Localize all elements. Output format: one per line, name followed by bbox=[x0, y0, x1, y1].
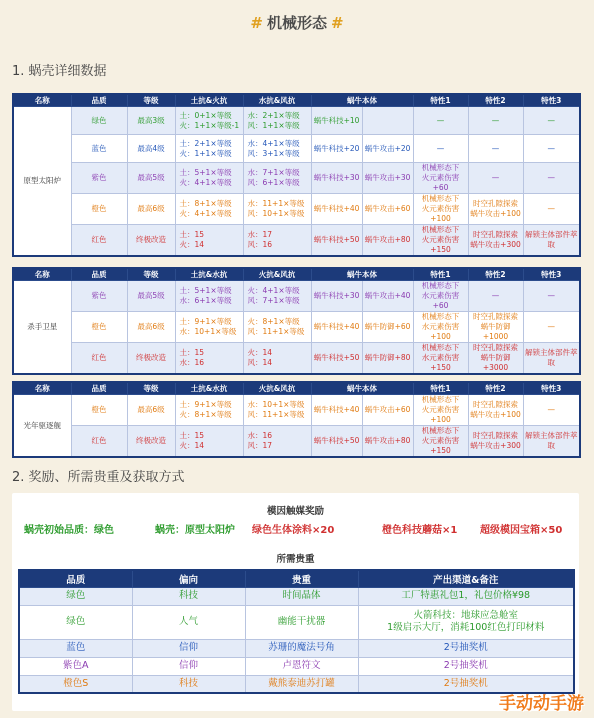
cell-bias: 信仰 bbox=[132, 657, 245, 675]
cell-quality: 绿色 bbox=[71, 107, 127, 135]
cell-res2: 水：16 风：17 bbox=[243, 426, 311, 458]
col-level: 等级 bbox=[127, 382, 175, 395]
col-item: 贵重 bbox=[245, 570, 358, 587]
table-row bbox=[19, 675, 574, 693]
cell-body-stat: 蜗牛攻击+60 bbox=[362, 194, 413, 225]
col-trait3: 特性3 bbox=[523, 94, 580, 107]
cell-trait1: 机械形态下 水元素伤害+100 bbox=[413, 312, 468, 343]
cell-res2: 水：17 风：16 bbox=[243, 225, 311, 257]
cell-quality: 红色 bbox=[71, 225, 127, 257]
cell-trait3: 解锁主体部件萃取 bbox=[523, 426, 580, 458]
cell-trait1: 机械形态下 火元素伤害+150 bbox=[413, 426, 468, 458]
shell-name: 光年驱逐舰 bbox=[13, 395, 71, 458]
cell-trait2: — bbox=[468, 281, 523, 312]
cell-res1: 土：9+1×等级 水：10+1×等级 bbox=[175, 312, 243, 343]
col-trait2: 特性2 bbox=[468, 94, 523, 107]
table-header-row bbox=[13, 94, 580, 107]
cell-trait1: 机械形态下 火元素伤害+100 bbox=[413, 395, 468, 426]
rewards-panel bbox=[12, 493, 579, 711]
col-trait1: 特性1 bbox=[413, 94, 468, 107]
table-row bbox=[19, 639, 574, 657]
cell-res2: 火：8+1×等级 风：11+1×等级 bbox=[243, 312, 311, 343]
col-name: 名称 bbox=[13, 268, 71, 281]
cell-trait3: 解锁主体部件萃取 bbox=[523, 225, 580, 257]
shell-name: 杀手卫星 bbox=[13, 281, 71, 375]
cell-res2: 火：4+1×等级 风：7+1×等级 bbox=[243, 281, 311, 312]
cell-level: 最高6级 bbox=[127, 194, 175, 225]
cell-trait2: 时空孔隙探索 蜗牛防御+1000 bbox=[468, 312, 523, 343]
col-level: 等级 bbox=[127, 94, 175, 107]
reward-item: 橙色科技蘑菇×1 bbox=[382, 525, 458, 536]
cell-body-stat: 蜗牛攻击+20 bbox=[362, 135, 413, 163]
cell-quality: 紫色 bbox=[71, 281, 127, 312]
cell-trait3: — bbox=[523, 194, 580, 225]
cell-body-tech: 蜗牛科技+30 bbox=[311, 281, 362, 312]
cell-res2: 水：10+1×等级 风：11+1×等级 bbox=[243, 395, 311, 426]
cell-trait3: — bbox=[523, 312, 580, 343]
cell-bias: 信仰 bbox=[132, 639, 245, 657]
cell-body-tech: 蜗牛科技+40 bbox=[311, 395, 362, 426]
table-row bbox=[13, 281, 580, 312]
cost-subtitle: 所需贵重 bbox=[276, 554, 315, 565]
cell-quality: 蓝色 bbox=[71, 135, 127, 163]
cell-res1: 土：15 火：14 bbox=[175, 225, 243, 257]
cell-trait1: — bbox=[413, 107, 468, 135]
cell-res2: 水：11+1×等级 风：10+1×等级 bbox=[243, 194, 311, 225]
cell-source: 2号抽奖机 bbox=[358, 657, 574, 675]
table-row bbox=[13, 225, 580, 257]
table-header-row bbox=[13, 382, 580, 395]
col-bias: 偏向 bbox=[132, 570, 245, 587]
source-text: 工厂特惠礼包1，礼包价格¥98 bbox=[401, 590, 531, 601]
cell-quality: 橙色 bbox=[71, 312, 127, 343]
cell-quality: 绿色 bbox=[19, 587, 132, 605]
cell-bias: 人气 bbox=[132, 605, 245, 639]
cell-level: 最高5级 bbox=[127, 281, 175, 312]
cell-trait3: — bbox=[523, 107, 580, 135]
cell-quality: 橙色 bbox=[71, 395, 127, 426]
col-quality: 品质 bbox=[71, 94, 127, 107]
cell-res2: 火：14 风：14 bbox=[243, 343, 311, 375]
col-res2: 火抗&风抗 bbox=[243, 268, 311, 281]
cell-quality: 紫色 bbox=[71, 163, 127, 194]
col-res1: 土抗&水抗 bbox=[175, 268, 243, 281]
cell-quality: 绿色 bbox=[19, 605, 132, 639]
cell-body-tech: 蜗牛科技+50 bbox=[311, 426, 362, 458]
cell-quality: 紫色A bbox=[19, 657, 132, 675]
cell-body-tech: 蜗牛科技+50 bbox=[311, 225, 362, 257]
col-name: 名称 bbox=[13, 382, 71, 395]
cell-quality: 红色 bbox=[71, 343, 127, 375]
shell-table-1 bbox=[12, 93, 581, 257]
cell-body-tech: 蜗牛科技+40 bbox=[311, 312, 362, 343]
cell-item: 时间晶体 bbox=[245, 587, 358, 605]
col-trait1: 特性1 bbox=[413, 268, 468, 281]
table-row bbox=[13, 312, 580, 343]
reward-item: 蜗壳初始品质：绿色 bbox=[24, 525, 114, 536]
cell-trait1: 机械形态下 火元素伤害+100 bbox=[413, 194, 468, 225]
shell-name: 原型太阳炉 bbox=[13, 107, 71, 257]
cell-res1: 土：5+1×等级 水：6+1×等级 bbox=[175, 281, 243, 312]
cell-bias: 科技 bbox=[132, 587, 245, 605]
cell-level: 终极改造 bbox=[127, 225, 175, 257]
cell-item: 卢恩符文 bbox=[245, 657, 358, 675]
cell-level: 最高6级 bbox=[127, 395, 175, 426]
cell-source: 2号抽奖机 bbox=[358, 675, 574, 693]
cell-level: 终极改造 bbox=[127, 426, 175, 458]
table-row bbox=[13, 107, 580, 135]
cell-trait1: — bbox=[413, 135, 468, 163]
cell-quality: 橙色 bbox=[71, 194, 127, 225]
col-res1: 土抗&火抗 bbox=[175, 94, 243, 107]
cell-res1: 土：5+1×等级 火：4+1×等级 bbox=[175, 163, 243, 194]
cell-body-tech: 蜗牛科技+50 bbox=[311, 343, 362, 375]
cell-trait1: 机械形态下 水元素伤害+60 bbox=[413, 281, 468, 312]
cell-trait3: — bbox=[523, 163, 580, 194]
cell-trait2: — bbox=[468, 163, 523, 194]
cell-item: 苏珊的魔法号角 bbox=[245, 639, 358, 657]
cell-body-stat: 蜗牛攻击+40 bbox=[362, 281, 413, 312]
col-body: 蜗牛本体 bbox=[311, 268, 413, 281]
cell-res2: 水：7+1×等级 风：6+1×等级 bbox=[243, 163, 311, 194]
col-quality: 品质 bbox=[19, 570, 132, 587]
cell-source bbox=[358, 587, 574, 605]
table-row bbox=[13, 194, 580, 225]
cell-item: 戴熊泰迪苏打罐 bbox=[245, 675, 358, 693]
cell-res1: 土：15 火：14 bbox=[175, 426, 243, 458]
col-quality: 品质 bbox=[71, 382, 127, 395]
cell-level: 最高3级 bbox=[127, 107, 175, 135]
table-header-row bbox=[13, 268, 580, 281]
title-hash-left: # bbox=[250, 14, 263, 32]
cell-level: 最高6级 bbox=[127, 312, 175, 343]
cell-trait1: 机械形态下 火元素伤害+60 bbox=[413, 163, 468, 194]
cell-trait3: — bbox=[523, 395, 580, 426]
table-header-row bbox=[19, 570, 574, 587]
table-row bbox=[19, 605, 574, 639]
col-quality: 品质 bbox=[71, 268, 127, 281]
cell-trait2: — bbox=[468, 107, 523, 135]
col-body: 蜗牛本体 bbox=[311, 382, 413, 395]
cell-trait1: 机械形态下 水元素伤害+150 bbox=[413, 343, 468, 375]
cell-body-stat: 蜗牛防御+80 bbox=[362, 343, 413, 375]
cell-body-stat: 蜗牛攻击+80 bbox=[362, 426, 413, 458]
section-heading-2: 2. 奖励、所需贵重及获取方式 bbox=[12, 470, 185, 485]
section-heading-1: 1. 蜗壳详细数据 bbox=[12, 64, 107, 79]
table-row bbox=[13, 426, 580, 458]
cell-bias: 科技 bbox=[132, 675, 245, 693]
shell-table-3 bbox=[12, 381, 581, 458]
cell-body-tech: 蜗牛科技+30 bbox=[311, 163, 362, 194]
cell-res1: 土：15 水：16 bbox=[175, 343, 243, 375]
cell-body-stat: 蜗牛防御+60 bbox=[362, 312, 413, 343]
cell-trait3: 解锁主体部件萃取 bbox=[523, 343, 580, 375]
cell-trait2: 时空孔隙探索 蜗牛防御+3000 bbox=[468, 343, 523, 375]
cell-trait2: 时空孔隙探索 蜗牛攻击+100 bbox=[468, 194, 523, 225]
col-name: 名称 bbox=[13, 94, 71, 107]
cell-body-stat bbox=[362, 107, 413, 135]
reward-item: 超级模因宝箱×50 bbox=[480, 525, 563, 536]
cell-source: 2号抽奖机 bbox=[358, 639, 574, 657]
cell-quality: 红色 bbox=[71, 426, 127, 458]
col-trait3: 特性3 bbox=[523, 382, 580, 395]
reward-item: 蜗壳：原型太阳炉 bbox=[155, 525, 235, 536]
title-text: 机械形态 bbox=[266, 14, 327, 32]
col-trait1: 特性1 bbox=[413, 382, 468, 395]
cell-level: 终极改造 bbox=[127, 343, 175, 375]
col-source: 产出渠道&备注 bbox=[358, 570, 574, 587]
table-row bbox=[13, 135, 580, 163]
col-trait2: 特性2 bbox=[468, 382, 523, 395]
col-level: 等级 bbox=[127, 268, 175, 281]
cell-quality: 蓝色 bbox=[19, 639, 132, 657]
shell-table-2 bbox=[12, 267, 581, 375]
cell-res2: 水：4+1×等级 风：3+1×等级 bbox=[243, 135, 311, 163]
table-row bbox=[13, 343, 580, 375]
cell-body-stat: 蜗牛攻击+80 bbox=[362, 225, 413, 257]
reward-item: 绿色生体涂料×20 bbox=[252, 525, 335, 536]
cell-trait3: — bbox=[523, 135, 580, 163]
cell-body-stat: 蜗牛攻击+60 bbox=[362, 395, 413, 426]
cell-level: 最高5级 bbox=[127, 163, 175, 194]
cell-trait2: 时空孔隙探索 蜗牛攻击+100 bbox=[468, 395, 523, 426]
col-trait2: 特性2 bbox=[468, 268, 523, 281]
table-row bbox=[19, 657, 574, 675]
cell-res1: 土：0+1×等级 火：1+1×等级-1 bbox=[175, 107, 243, 135]
cell-res2: 水：2+1×等级 风：1+1×等级 bbox=[243, 107, 311, 135]
cell-trait2: — bbox=[468, 135, 523, 163]
cell-source: 火箭科技：地球应急舱室 1级启示大厅，消耗100红色打印材料 bbox=[358, 605, 574, 639]
col-trait3: 特性3 bbox=[523, 268, 580, 281]
cell-trait3: — bbox=[523, 281, 580, 312]
site-watermark: 手动动手游 bbox=[499, 694, 584, 714]
cell-res1: 土：8+1×等级 火：4+1×等级 bbox=[175, 194, 243, 225]
title-hash-right: # bbox=[331, 14, 344, 32]
col-res1: 土抗&水抗 bbox=[175, 382, 243, 395]
cell-body-tech: 蜗牛科技+40 bbox=[311, 194, 362, 225]
table-row bbox=[19, 587, 574, 605]
cell-body-stat: 蜗牛攻击+30 bbox=[362, 163, 413, 194]
cell-trait1: 机械形态下 火元素伤害+150 bbox=[413, 225, 468, 257]
cell-quality: 橙色S bbox=[19, 675, 132, 693]
table-row bbox=[13, 163, 580, 194]
col-res2: 火抗&风抗 bbox=[243, 382, 311, 395]
cell-body-tech: 蜗牛科技+10 bbox=[311, 107, 362, 135]
table-row bbox=[13, 395, 580, 426]
cost-table bbox=[18, 569, 575, 694]
cell-trait2: 时空孔隙探索 蜗牛攻击+300 bbox=[468, 225, 523, 257]
cell-body-tech: 蜗牛科技+20 bbox=[311, 135, 362, 163]
cell-item: 幽能干扰器 bbox=[245, 605, 358, 639]
page-title bbox=[0, 12, 594, 33]
cell-res1: 土：2+1×等级 火：1+1×等级 bbox=[175, 135, 243, 163]
cell-res1: 土：9+1×等级 火：8+1×等级 bbox=[175, 395, 243, 426]
col-res2: 水抗&风抗 bbox=[243, 94, 311, 107]
rewards-title: 模因触媒奖励 bbox=[266, 506, 324, 517]
col-body: 蜗牛本体 bbox=[311, 94, 413, 107]
cell-level: 最高4级 bbox=[127, 135, 175, 163]
cell-trait2: 时空孔隙探索 蜗牛攻击+300 bbox=[468, 426, 523, 458]
